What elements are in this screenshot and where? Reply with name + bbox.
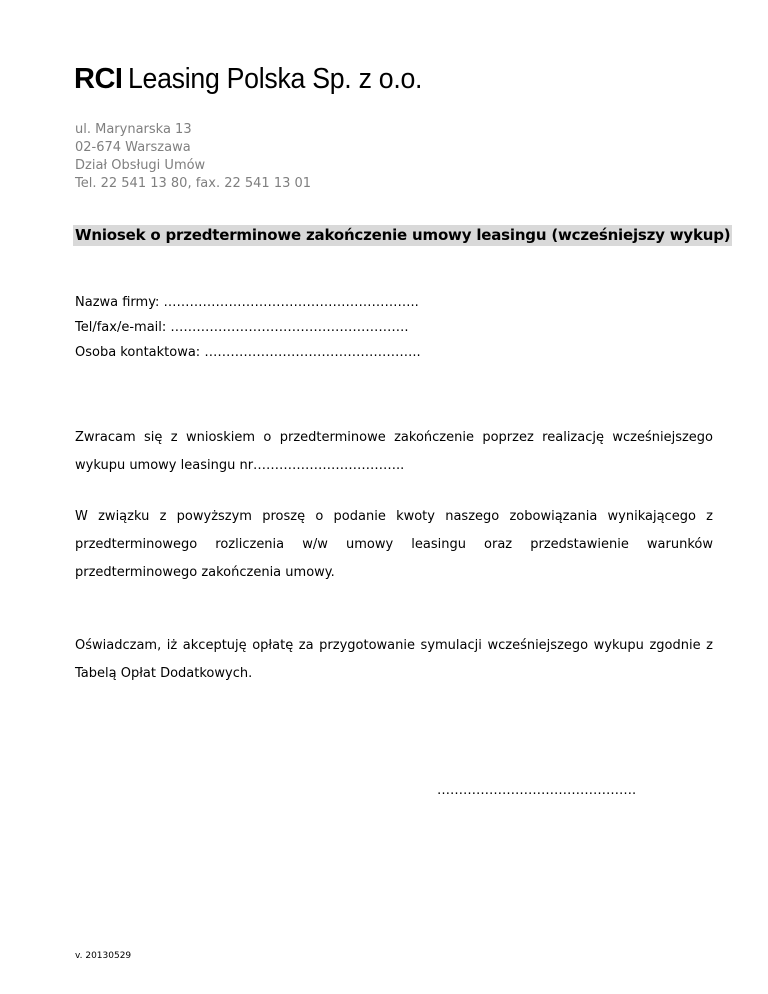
document-title: Wniosek o przedterminowe zakończenie umowy leasingu (wcześniejszy wykup) [75,226,731,244]
address-city: 02-674 Warszawa [75,140,191,155]
address-phone: Tel. 22 541 13 80, fax. 22 541 13 01 [75,176,312,191]
paragraph-declaration: Oświadczam, iż akceptuję opłatę za przygotowanie symulacji wcześniejszego wykupu zgodnie z Tabelą Opłat Dodatkowych. [75,638,713,681]
address-street: ul. Marynarska 13 [75,122,192,137]
field-company-name: Nazwa firmy: ………………………………………………….. [75,295,419,310]
signature-line: ………………………………………. [437,783,637,798]
paragraph-details: W związku z powyższym proszę o podanie kwoty naszego zobowiązania wynikającego z przedterminowego rozliczenia w/w umowy leasingu oraz przedstawienie warunków przedterminowego zakończenia umowy. [75,509,713,580]
paragraph-request: Zwracam się z wnioskiem o przedterminowe zakończenie poprzez realizację wcześniejszego wykupu umowy leasingu nr…………………………….. [75,430,713,473]
company-logo [74,62,448,96]
field-contact-details: Tel/fax/e-mail: ………………………………………………. [75,320,409,335]
logo-rci: RCI [74,63,123,95]
contact-fields [75,290,421,365]
version-label: v. 20130529 [75,951,132,961]
logo-company-name: Leasing Polska Sp. z o.o. [128,63,423,95]
company-address [75,121,311,193]
address-department: Dział Obsługi Umów [75,158,206,173]
field-contact-person: Osoba kontaktowa: ………………………………………….. [75,345,421,360]
